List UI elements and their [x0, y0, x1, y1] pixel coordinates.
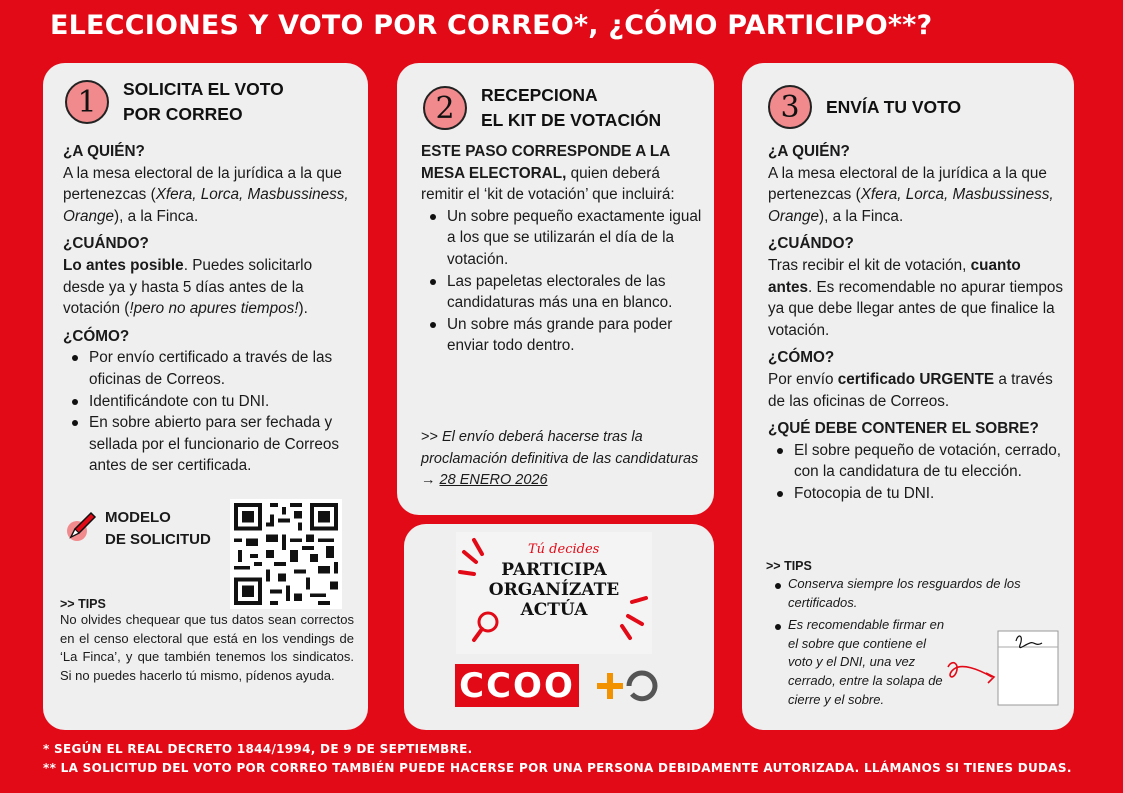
heading-como: ¿CÓMO? — [63, 327, 130, 345]
step-3-body — [768, 141, 1064, 505]
heading-cuando: ¿CUÁNDO? — [63, 235, 149, 253]
step-2-title: RECEPCIONA EL KIT DE VOTACIÓN — [481, 85, 662, 130]
promo-slogan: PARTICIPA ORGANÍZATE ACTÚA — [488, 560, 620, 620]
step-3-header — [768, 85, 961, 129]
text-a-quien: A la mesa electoral de la jurídica a la que pertenezcas (Xfera, Lorca, Masbussiness, Orange), a la Finca. — [63, 164, 349, 225]
heading-cuando: ¿CUÁNDO? — [768, 235, 854, 253]
list-item: Fotocopia de tu DNI. — [768, 483, 1064, 505]
step-1-title: SOLICITA EL VOTO POR CORREO — [123, 79, 284, 124]
list-item: Por envío certificado a través de las oficinas de Correos. — [63, 347, 358, 390]
text-cuando: Tras recibir el kit de votación, cuanto antes. Es recomendable no apurar tiempos ya que debe llegar antes de que finalice la votación. — [768, 256, 1064, 339]
list-item: Un sobre más grande para poder enviar todo dentro. — [421, 314, 703, 357]
heading-a-quien: ¿A QUIÉN? — [63, 143, 145, 160]
step-1-header — [65, 77, 284, 127]
step-number-3: 3 — [768, 85, 812, 129]
list-item: Las papeletas electorales de las candidaturas más una en blanco. — [421, 271, 703, 314]
envio-note: >> El envío deberá hacerse tras la proclamación definitiva de las candidaturas → 28 ENERO 2026 — [421, 429, 699, 489]
step-1-card — [43, 63, 368, 730]
text-a-quien: A la mesa electoral de la jurídica a la que pertenezcas (Xfera, Lorca, Masbussiness, Orange), a la Finca. — [768, 164, 1054, 225]
step-number-2: 2 — [423, 86, 467, 130]
heading-como: ¿CÓMO? — [768, 349, 835, 367]
promo-banner — [456, 532, 652, 654]
list-item: En sobre abierto para ser fechada y sellada por el funcionario de Correos antes de ser certificada. — [63, 412, 358, 477]
signed-envelope-icon — [942, 629, 1062, 709]
list-item: Es recomendable firmar en el sobre que contiene el voto y el DNI, una vez cerrado, entre la solapa de cierre y el sobre. — [766, 616, 948, 709]
step-2-header — [423, 83, 661, 133]
promo-card — [404, 524, 714, 730]
step-1-body — [63, 141, 358, 477]
promo-script: Tú decides — [528, 542, 600, 557]
como-list — [63, 347, 358, 477]
ccoo-logo: CCOO — [455, 664, 579, 707]
list-item: Conserva siempre los resguardos de los certificados. — [766, 575, 1046, 612]
heading-sobre: ¿QUÉ DEBE CONTENER EL SOBRE? — [768, 420, 1039, 438]
step-3-card — [742, 63, 1074, 730]
pencil-icon — [63, 507, 99, 543]
tips-heading: >> TIPS — [60, 597, 106, 611]
list-item: Un sobre pequeño exactamente igual a los que se utilizarán el día de la votación. — [421, 206, 703, 271]
page-title: ELECCIONES Y VOTO POR CORREO*, ¿CÓMO PARTICIPO**? — [50, 10, 933, 41]
tips-heading: >> TIPS — [766, 559, 812, 573]
step-2-body — [421, 141, 703, 357]
modelo-solicitud — [63, 507, 211, 551]
plus-logo-icon — [596, 669, 662, 703]
kit-list — [421, 206, 703, 357]
step-3-title: ENVÍA TU VOTO — [826, 96, 962, 117]
sobre-list — [768, 440, 1064, 505]
deadline-date: 28 ENERO 2026 — [439, 472, 548, 489]
step-number-1: 1 — [65, 80, 109, 124]
heading-a-quien: ¿A QUIÉN? — [768, 143, 850, 160]
list-item: Identificándote con tu DNI. — [63, 391, 358, 413]
modelo-label[interactable]: MODELO DE SOLICITUD — [105, 509, 211, 548]
tips-text: No olvides chequear que tus datos sean correctos en el censo electoral que está en los vendings de ‘La Finca’, y que también tenemos los sindicatos. Si no puedes hacerlo tú mismo, pídenos ayuda. — [60, 612, 354, 683]
text-como: Por envío certificado URGENTE a través de las oficinas de Correos. — [768, 370, 1053, 410]
footnote-2: ** LA SOLICITUD DEL VOTO POR CORREO TAMBIÉN PUEDE HACERSE POR UNA PERSONA DEBIDAMENTE AUTORIZADA. LLÁMANOS SI TIENES DUDAS. — [43, 761, 1072, 775]
step-2-card — [397, 63, 714, 515]
tips-section — [60, 597, 354, 685]
text-cuando: Lo antes posible. Puedes solicitarlo desde ya y hasta 5 días antes de la votación (!pero no apures tiempos!). — [63, 256, 313, 318]
footnote-1: * SEGÚN EL REAL DECRETO 1844/1994, DE 9 DE SEPTIEMBRE. — [43, 742, 473, 756]
qr-code[interactable] — [230, 499, 342, 609]
list-item: El sobre pequeño de votación, cerrado, con la candidatura de tu elección. — [768, 440, 1064, 483]
text-intro: ESTE PASO CORRESPONDE A LA MESA ELECTORAL, quien deberá remitir el ‘kit de votación’ que incluirá: — [421, 143, 675, 204]
